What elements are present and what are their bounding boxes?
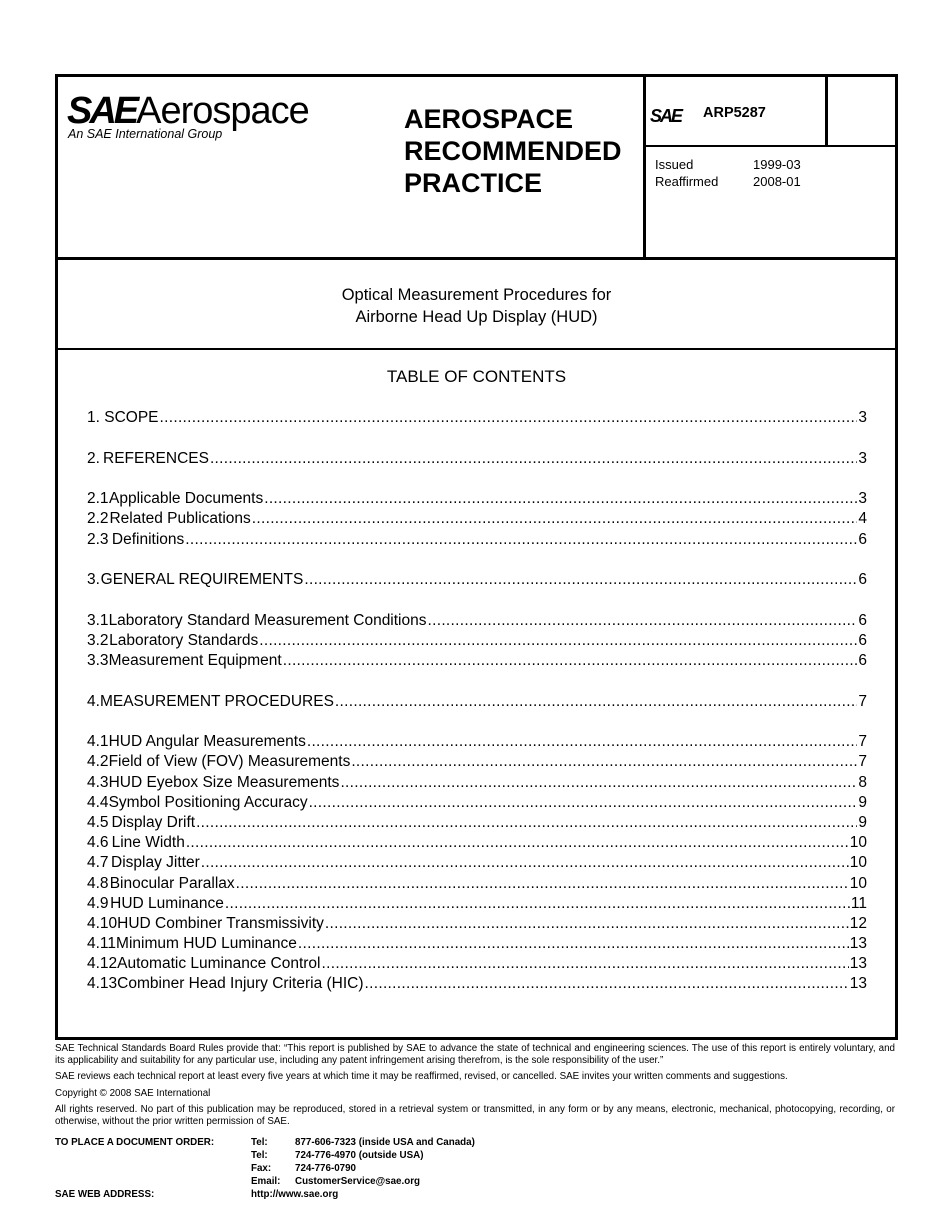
toc-entry-page: 9 — [858, 793, 867, 811]
toc-entry[interactable] — [87, 570, 867, 590]
toc-leader-dots — [428, 611, 858, 631]
toc-leader-dots — [160, 408, 858, 428]
toc-entry-page: 13 — [849, 975, 867, 993]
toc-entry-page: 3 — [858, 490, 867, 508]
toc-entry-number: 4.5 — [87, 813, 109, 831]
toc-leader-dots — [340, 773, 857, 793]
toc-entry[interactable] — [87, 732, 867, 752]
toc-entry-title: HUD Luminance — [110, 894, 224, 912]
toc-entry-page: 3 — [858, 449, 867, 467]
table-of-contents — [87, 408, 867, 995]
document-dates — [655, 156, 801, 190]
toc-entry[interactable] — [87, 934, 867, 954]
issued-date: 1999-03 — [753, 157, 801, 172]
toc-entry[interactable] — [87, 611, 867, 631]
toc-entry-number: 4.2 — [87, 753, 109, 771]
toc-entry-title: SCOPE — [104, 409, 159, 426]
toc-entry-number: 2.1 — [87, 490, 109, 508]
contact-label: Email: — [251, 1176, 281, 1187]
contact-email[interactable]: CustomerService@sae.org — [295, 1176, 420, 1187]
toc-entry[interactable] — [87, 692, 867, 712]
logo-brand: SAE — [67, 90, 137, 132]
sae-aerospace-logo — [67, 91, 309, 141]
toc-entry-title: Applicable Documents — [108, 490, 264, 508]
toc-entry-number: 4.12 — [87, 955, 118, 973]
toc-entry[interactable] — [87, 489, 867, 509]
toc-entry-title: Binocular Parallax — [109, 874, 235, 892]
toc-leader-dots — [365, 974, 849, 994]
toc-entry-number: 2. — [87, 449, 100, 467]
toc-leader-dots — [236, 874, 849, 894]
toc-leader-dots — [259, 631, 857, 651]
toc-entry[interactable] — [87, 914, 867, 934]
toc-entry-page: 10 — [849, 874, 867, 892]
toc-entry[interactable] — [87, 874, 867, 894]
doc-type-line: RECOMMENDED — [404, 136, 622, 166]
contact-value: 724-776-0790 — [295, 1163, 357, 1174]
toc-entry[interactable] — [87, 773, 867, 793]
web-address-link[interactable]: http://www.sae.org — [251, 1189, 339, 1200]
toc-entry-page: 4 — [858, 510, 867, 528]
doc-type-line: AEROSPACE — [404, 104, 574, 134]
toc-entry[interactable] — [87, 651, 867, 671]
toc-entry[interactable] — [87, 509, 867, 529]
logo-subtitle: An SAE International Group — [68, 127, 223, 141]
toc-entry-number: 2.2 — [87, 510, 109, 528]
toc-entry-page: 12 — [849, 914, 867, 932]
toc-entry-title: Laboratory Standards — [109, 631, 259, 649]
toc-entry-page: 10 — [849, 834, 867, 852]
toc-entry-number: 4.1 — [87, 733, 109, 751]
toc-entry-number: 4.13 — [87, 975, 118, 993]
toc-leader-dots — [201, 853, 849, 873]
toc-leader-dots — [307, 732, 858, 752]
toc-entry-number: 3.2 — [87, 631, 109, 649]
toc-entry-title: HUD Combiner Transmissivity — [117, 914, 324, 932]
contact-label: Tel: — [251, 1137, 268, 1148]
toc-entry[interactable] — [87, 974, 867, 994]
contact-value: 877-606-7323 (inside USA and Canada) — [295, 1137, 475, 1148]
toc-entry-title: HUD Eyebox Size Measurements — [108, 773, 340, 791]
toc-entry-number: 4.8 — [87, 874, 109, 892]
header-divider — [828, 145, 895, 147]
toc-entry-number: 2.3 — [87, 530, 109, 548]
issued-label: Issued — [655, 157, 694, 172]
toc-entry-page: 6 — [858, 571, 867, 589]
footer-rules: SAE Technical Standards Board Rules provide that: “This report is published by SAE to advance the state of technical and engineering sciences. The use of this report is entirely voluntary, and its applicability and suitability for any particular use, including any patent infringement arising therefrom, is the sole responsibility of the user.” — [55, 1043, 895, 1066]
toc-entry[interactable] — [87, 449, 867, 469]
toc-leader-dots — [298, 934, 849, 954]
toc-leader-dots — [210, 449, 857, 469]
toc-entry-page: 6 — [858, 530, 867, 548]
toc-entry[interactable] — [87, 813, 867, 833]
contact-label: Fax: — [251, 1163, 272, 1174]
toc-entry[interactable] — [87, 853, 867, 873]
toc-entry-title: GENERAL REQUIREMENTS — [100, 571, 304, 589]
toc-entry-page: 3 — [858, 409, 867, 426]
title-line: Optical Measurement Procedures for — [341, 286, 612, 304]
toc-entry-number: 1. — [87, 409, 100, 426]
toc-entry-title: Measurement Equipment — [108, 652, 282, 670]
toc-entry-title: Combiner Head Injury Criteria (HIC) — [117, 975, 364, 993]
contact-value: 724-776-4970 (outside USA) — [295, 1150, 424, 1161]
toc-entry-number: 4.11 — [87, 935, 117, 953]
toc-entry[interactable] — [87, 752, 867, 772]
toc-leader-dots — [304, 570, 857, 590]
toc-entry[interactable] — [87, 954, 867, 974]
toc-leader-dots — [196, 813, 857, 833]
toc-leader-dots — [225, 894, 850, 914]
toc-entry-number: 4.3 — [87, 773, 109, 791]
footer-rights: All rights reserved. No part of this publication may be reproduced, stored in a retrieval system or transmitted, in any form or by any means, electronic, mechanical, photocopying, recording, or otherwise, without the prior written permission of SAE. — [55, 1103, 895, 1127]
toc-leader-dots — [283, 651, 858, 671]
toc-entry-page: 6 — [858, 631, 867, 649]
toc-entry-number: 3.1 — [87, 611, 109, 629]
toc-entry-page: 9 — [858, 813, 867, 831]
toc-entry-page: 6 — [858, 611, 867, 629]
toc-entry-title: MEASUREMENT PROCEDURES — [99, 692, 334, 710]
toc-entry-title: Display Drift — [111, 813, 196, 831]
reaffirmed-date: 2008-01 — [753, 174, 801, 189]
toc-entry-page: 7 — [858, 733, 867, 751]
toc-leader-dots — [186, 833, 849, 853]
toc-entry-title: Automatic Luminance Control — [117, 955, 321, 973]
toc-entry-number: 3. — [87, 571, 100, 589]
sae-small-logo: SAE — [650, 106, 682, 126]
toc-entry-page: 8 — [858, 773, 867, 791]
document-frame — [55, 74, 898, 1040]
logo-word: Aerospace — [136, 90, 309, 132]
toc-entry-number: 4. — [87, 692, 100, 710]
header-row — [58, 77, 895, 260]
toc-entry-title: Definitions — [111, 530, 185, 548]
toc-entry-number: 3.3 — [87, 652, 109, 670]
toc-entry-page: 13 — [849, 935, 867, 953]
toc-entry[interactable] — [87, 793, 867, 813]
toc-leader-dots — [325, 914, 849, 934]
toc-heading: TABLE OF CONTENTS — [386, 367, 567, 386]
toc-entry-title: Related Publications — [109, 510, 251, 528]
toc-entry-number: 4.9 — [87, 894, 109, 912]
toc-entry-title: Symbol Positioning Accuracy — [108, 793, 308, 811]
toc-entry-title: HUD Angular Measurements — [108, 733, 306, 751]
toc-leader-dots — [264, 489, 857, 509]
toc-entry-title: Laboratory Standard Measurement Conditions — [108, 611, 427, 629]
toc-entry-page: 11 — [850, 894, 867, 912]
footer-review: SAE reviews each technical report at least every five years at which time it may be reaffirmed, revised, or cancelled. SAE invites your written comments and suggestions. — [55, 1071, 788, 1083]
toc-entry-title: Line Width — [111, 834, 185, 852]
toc-entry[interactable] — [87, 530, 867, 550]
toc-leader-dots — [351, 752, 857, 772]
toc-entry-number: 4.4 — [87, 793, 109, 811]
toc-entry-number: 4.10 — [87, 914, 118, 932]
document-id-box — [646, 77, 828, 147]
order-label: TO PLACE A DOCUMENT ORDER: — [55, 1137, 215, 1148]
toc-entry[interactable] — [87, 408, 867, 428]
toc-entry-number: 4.6 — [87, 834, 109, 852]
toc-entry-page: 10 — [849, 854, 867, 872]
toc-leader-dots — [185, 530, 857, 550]
footer-notice — [55, 1043, 895, 1132]
doc-type-line: PRACTICE — [404, 168, 543, 198]
title-line: Airborne Head Up Display (HUD) — [355, 308, 598, 326]
toc-leader-dots — [252, 509, 858, 529]
document-title — [58, 260, 895, 350]
footer-copyright: Copyright © 2008 SAE International — [55, 1087, 211, 1099]
toc-entry[interactable] — [87, 631, 867, 651]
toc-leader-dots — [335, 692, 857, 712]
toc-entry-title: REFERENCES — [103, 449, 209, 467]
document-type — [404, 103, 622, 199]
toc-entry-title: Field of View (FOV) Measurements — [108, 753, 351, 771]
toc-entry-page: 7 — [858, 692, 867, 710]
toc-entry-page: 7 — [858, 753, 867, 771]
reaffirmed-label: Reaffirmed — [655, 174, 719, 189]
toc-entry-number: 4.7 — [87, 854, 109, 872]
document-number: ARP5287 — [703, 105, 766, 121]
toc-entry-page: 13 — [849, 955, 867, 973]
toc-entry-title: Display Jitter — [111, 854, 200, 872]
toc-entry-page: 6 — [858, 652, 867, 670]
web-label: SAE WEB ADDRESS: — [55, 1189, 155, 1200]
toc-leader-dots — [309, 793, 858, 813]
contact-label: Tel: — [251, 1150, 268, 1161]
toc-entry[interactable] — [87, 833, 867, 853]
toc-entry-title: Minimum HUD Luminance — [116, 935, 297, 953]
toc-entry[interactable] — [87, 894, 867, 914]
toc-leader-dots — [322, 954, 849, 974]
